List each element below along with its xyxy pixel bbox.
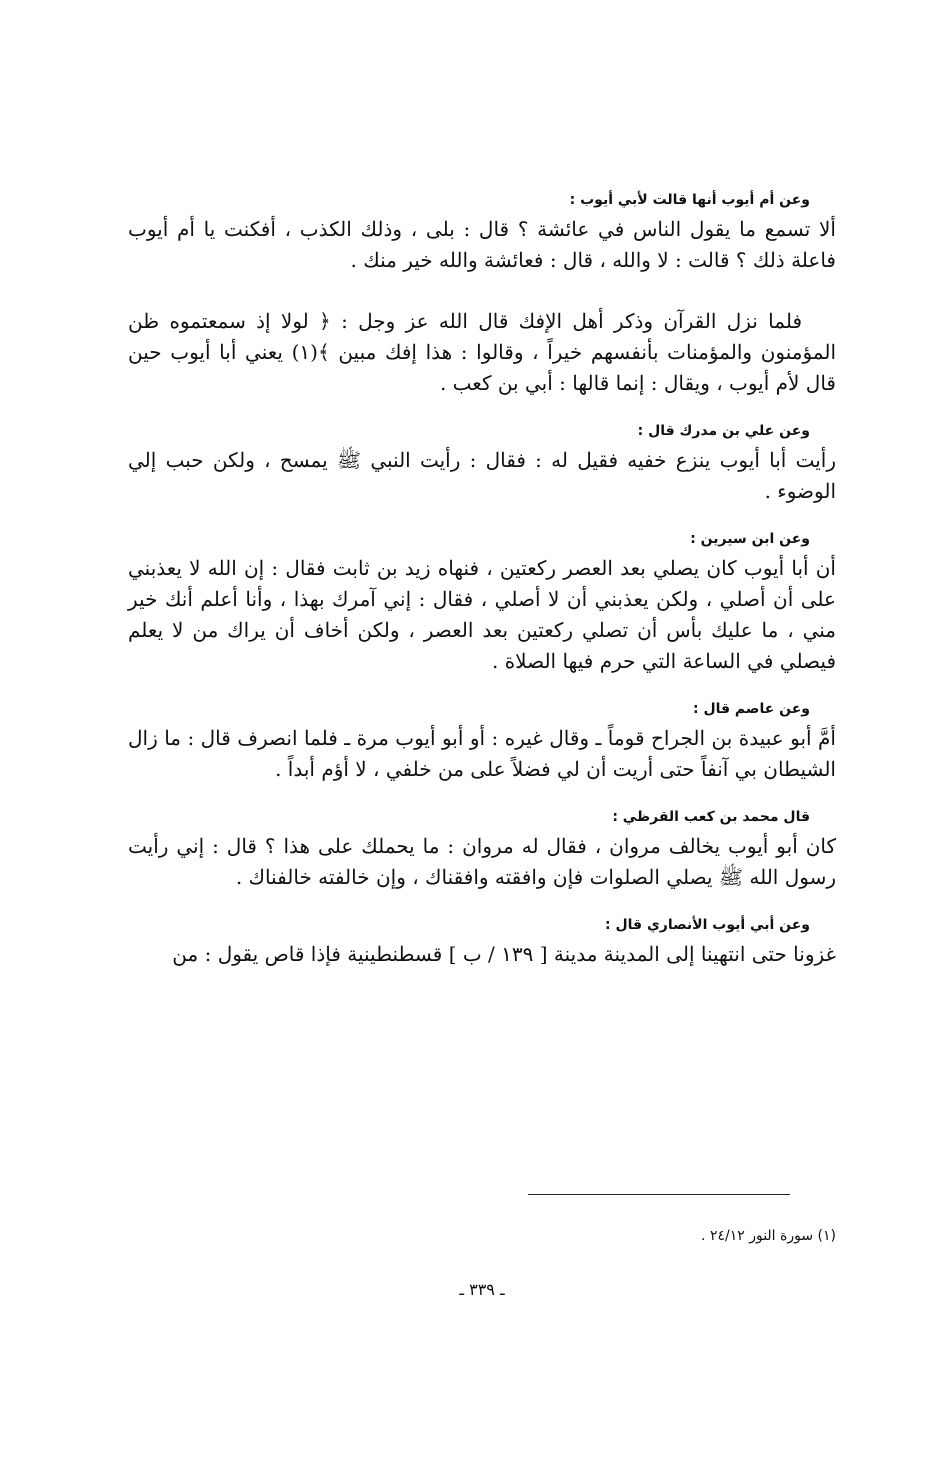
section-asim xyxy=(128,699,836,785)
section-ali-ibn-mudrik xyxy=(128,421,836,507)
section-text: غزونا حتى انتهينا إلى المدينة مدينة [ ١٣٩ / ب ] قسطنطينية فإذا قاص يقول : من xyxy=(172,942,836,966)
section-umm-ayyub xyxy=(128,190,836,276)
section-ifk xyxy=(128,306,836,399)
section-heading: قال محمد بن كعب القرظي : xyxy=(612,809,810,825)
book-page xyxy=(128,190,836,1468)
section-heading: وعن أبي أيوب الأنصاري قال : xyxy=(605,917,810,933)
footnote: (١) سورة النور ٢٤/١٢ . xyxy=(701,1228,836,1244)
section-heading: وعن أم أيوب أنها قالت لأبي أيوب : xyxy=(569,192,810,208)
section-text: كان أبو أيوب يخالف مروان ، فقال له مروان : ما يحملك على هذا ؟ قال : إني رأيت رسول الله ﷺ يصلي الصلوات فإن وافقته وافقناك ، وإن خالفته خالفناك . xyxy=(128,834,836,889)
page-number: ـ ٣٣٩ ـ xyxy=(459,1280,505,1299)
section-heading: وعن علي بن مدرك قال : xyxy=(637,423,810,439)
section-heading: وعن عاصم قال : xyxy=(693,701,810,717)
section-abu-ayyub-ansari xyxy=(128,915,836,970)
section-ibn-sirin xyxy=(128,529,836,677)
section-text: فلما نزل القرآن وذكر أهل الإفك قال الله عز وجل : ﴿ لولا إذ سمعتموه ظن المؤمنون والمؤمنات بأنفسهم خيراً ، وقالوا : هذا إفك مبين ﴾(١) يعني أبا أيوب حين قال لأم أيوب ، ويقال : إنما قالها : أبي بن كعب . xyxy=(128,309,837,395)
section-muhammad-ibn-kab xyxy=(128,807,836,893)
section-text: ألا تسمع ما يقول الناس في عائشة ؟ قال : بلى ، وذلك الكذب ، أفكنت يا أم أيوب فاعلة ذلك ؟ قالت : لا والله ، قال : فعائشة والله خير منك . xyxy=(128,217,836,272)
section-text: أن أبا أيوب كان يصلي بعد العصر ركعتين ، فنهاه زيد بن ثابت فقال : إن الله لا يعذبني على أن أصلي ، ولكن يعذبني أن لا أصلي ، فقال : إني آمرك بهذا ، وأنا أعلم أنك خير مني ، ما عليك بأس أن تصلي ركعتين بعد العصر ، ولكن أخاف أن يراك من لا يعلم فيصلي في الساعة التي حرم فيها الصلاة . xyxy=(128,556,836,673)
section-text: رأيت أبا أيوب ينزع خفيه فقيل له : فقال : رأيت النبي ﷺ يمسح ، ولكن حبب إلي الوضوء . xyxy=(128,448,836,503)
section-text: أمَّ أبو عبيدة بن الجراح قوماً ـ وقال غيره : أو أبو أيوب مرة ـ فلما انصرف قال : ما زال الشيطان بي آنفاً حتى أريت أن لي فضلاً على من خلفي ، لا أؤم أبداً . xyxy=(128,726,836,781)
section-heading: وعن ابن سيرين : xyxy=(690,531,810,547)
footnote-divider xyxy=(528,1194,790,1195)
